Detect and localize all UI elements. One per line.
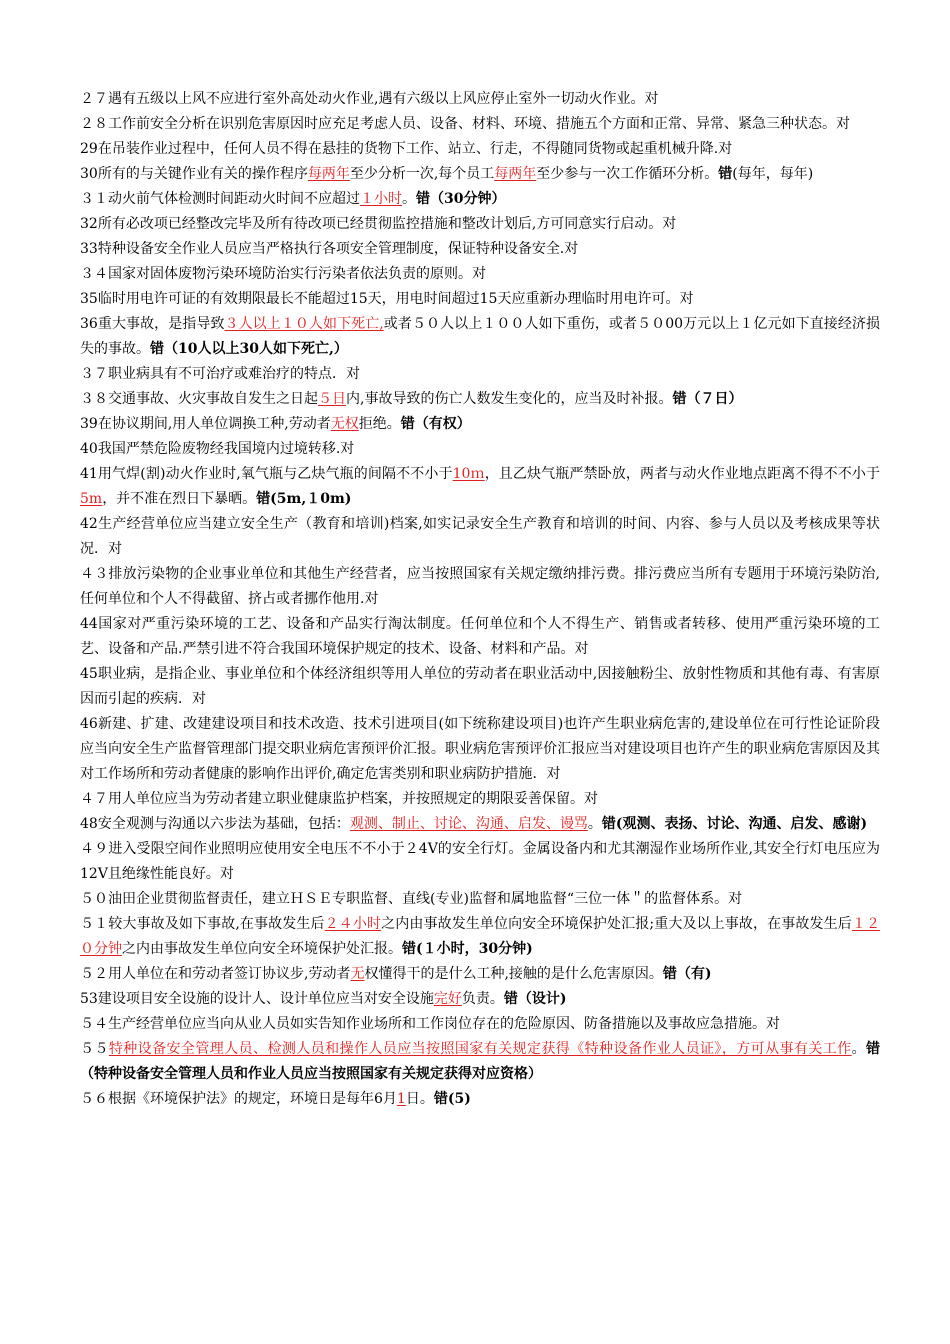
marked-error-text: 无权 — [330, 416, 359, 432]
question-text: ３４国家对固体废物污染环境防治实行污染者依法负责的原则。对 — [80, 266, 486, 282]
question-text: 内,事故导致的伤亡人数发生变化的，应当及时补报。 — [346, 391, 673, 407]
question-item — [80, 887, 880, 912]
question-text: ５１较大事故及如下事故,在事故发生后 — [80, 916, 325, 932]
question-item — [80, 412, 880, 437]
marked-error-text: ２４小时 — [324, 916, 382, 932]
question-list — [80, 87, 880, 1112]
question-text: ３８交通事故、火灾事故自发生之日起 — [80, 391, 318, 407]
marked-error-text: ３人以上１０人如下死亡, — [224, 316, 384, 332]
question-text: 53建设项目安全设施的设计人、设计单位应当对安全设施 — [80, 991, 434, 1007]
marked-error-text: 观测、制止、讨论、沟通、启发、谩骂 — [349, 816, 588, 832]
marked-error-text: 无 — [350, 966, 365, 982]
question-text: 46新建、扩建、改建建设项目和技术改造、技术引进项目(如下统称建设项目)也许产生职业病危害的,建设单位在可行性论证阶段应当向安全生产监督管理部门提交职业病危害预评价汇报。职业病危害预评价汇报应当对建设项目也许产生的职业病危害原因及其对工作场所和劳动者健康的影响作出评价,确定危害类别和职业病防护措施．对 — [80, 716, 880, 782]
marked-error-text: 每两年 — [307, 166, 350, 182]
answer-correction: 错（特种设备安全管理人员和作业人员应当按照国家有关规定获得对应资格） — [80, 1041, 881, 1082]
question-text: 44国家对严重污染环境的工艺、设备和产品实行淘汰制度。任何单位和个人不得生产、销售或者转移、使用严重污染环境的工艺、设备和产品.严禁引进不符合我国环境保护规定的技术、设备、材料和产品。对 — [80, 616, 880, 657]
question-item — [80, 562, 880, 612]
question-text: ４７用人单位应当为劳动者建立职业健康监护档案，并按照规定的期限妥善保留。对 — [80, 791, 598, 807]
question-item — [80, 987, 880, 1012]
answer-correction: 错(5m,１0m) — [256, 491, 352, 507]
question-text: 30所有的与关键作业有关的操作程序 — [80, 166, 308, 182]
question-text: ，并不准在烈日下暴晒。 — [102, 491, 257, 507]
marked-error-text: １小时 — [360, 191, 402, 207]
question-text: 拒绝。 — [358, 416, 401, 432]
question-item — [80, 187, 880, 212]
question-text: 42生产经营单位应当建立安全生产（教育和培训)档案,如实记录安全生产教育和培训的时间、内容、参与人员以及考核成果等状况．对 — [80, 516, 880, 557]
question-item — [80, 212, 880, 237]
question-text: 32所有必改项已经整改完毕及所有待改项已经贯彻监控措施和整改计划后,方可同意实行启动。对 — [80, 216, 677, 232]
question-item — [80, 1087, 880, 1112]
question-text: 。 — [587, 816, 602, 832]
answer-correction: 错（10人以上30人如下死亡,） — [150, 341, 348, 357]
question-item — [80, 162, 880, 187]
question-item — [80, 1037, 880, 1087]
question-item — [80, 312, 880, 362]
answer-correction: 错（30分钟） — [416, 191, 506, 207]
question-text: 之内由事故发生单位向安全环境保护处汇报;重大及以上事故，在事故发生后 — [381, 916, 852, 932]
question-item — [80, 237, 880, 262]
question-item — [80, 387, 880, 412]
question-text: ３１动火前气体检测时间距动火时间不应超过 — [80, 191, 360, 207]
question-text: 。 — [402, 191, 416, 207]
question-item — [80, 262, 880, 287]
marked-error-text: 完好 — [433, 991, 462, 1007]
question-text: 40我国严禁危险废物经我国境内过境转移.对 — [80, 441, 355, 457]
marked-error-text: 10ｍ — [452, 466, 485, 482]
question-item — [80, 462, 880, 512]
question-item — [80, 662, 880, 712]
question-item — [80, 512, 880, 562]
question-text: 35临时用电许可证的有效期限最长不能超过15天，用电时间超过15天应重新办理临时用电许可。对 — [80, 291, 694, 307]
question-text: 36重大事故，是指导致 — [80, 316, 225, 332]
marked-error-text: 特种设备安全管理人员、检测人员和操作人员应当按照国家有关规定获得《特种设备作业人员证》，方可从事有关工作 — [108, 1041, 852, 1057]
question-item — [80, 1012, 880, 1037]
marked-error-text: 5m — [80, 491, 103, 507]
question-text: 至少参与一次工作循环分析。 — [536, 166, 719, 182]
question-text: ４３排放污染物的企业事业单位和其他生产经营者，应当按照国家有关规定缴纳排污费。排污费应当所有专题用于环境污染防治,任何单位和个人不得截留、挤占或者挪作他用.对 — [80, 566, 880, 607]
question-item — [80, 137, 880, 162]
marked-error-text: 每两年 — [494, 166, 537, 182]
answer-correction: 错 — [718, 166, 733, 182]
question-text: ２８工作前安全分析在识别危害原因时应充足考虑人员、设备、材料、环境、措施五个方面和正常、异常、紧急三种状态。对 — [80, 116, 850, 132]
marked-error-text: 1 — [396, 1091, 406, 1107]
question-text: ５０油田企业贯彻监督责任，建立ＨＳＥ专职监督、直线(专业)监督和属地监督“三位一体＂的监督体系。对 — [80, 891, 743, 907]
question-text: ５６根据《环境保护法》的规定，环境日是每年6月 — [80, 1091, 397, 1107]
question-item — [80, 912, 880, 962]
answer-correction: 错（７日） — [672, 391, 743, 407]
question-text: 或者５０人以上１００人如下重伤，或者５０00万元以上１亿元如下直接经济损失的事故。 — [80, 316, 880, 357]
question-text: 41用气焊(割)动火作业时,氧气瓶与乙炔气瓶的间隔不不小于 — [80, 466, 453, 482]
question-item — [80, 437, 880, 462]
question-text: ５５ — [80, 1041, 109, 1057]
marked-error-text: ５日 — [318, 391, 346, 407]
question-item — [80, 787, 880, 812]
question-item — [80, 362, 880, 387]
question-text: 48安全观测与沟通以六步法为基础，包括： — [80, 816, 350, 832]
question-text: ２７遇有五级以上风不应进行室外高处动火作业,遇有六级以上风应停止室外一切动火作业。对 — [80, 91, 659, 107]
question-text: ５２用人单位在和劳动者签订协议步,劳动者 — [80, 966, 351, 982]
question-item — [80, 287, 880, 312]
question-text: 权懂得干的是什么工种,接触的是什么危害原因。 — [364, 966, 663, 982]
question-text: 45职业病，是指企业、事业单位和个体经济组织等用人单位的劳动者在职业活动中,因接触粉尘、放射性物质和其他有毒、有害原因而引起的疾病．对 — [80, 666, 880, 707]
answer-correction: 错(观测、表扬、讨论、沟通、启发、感谢) — [601, 816, 868, 832]
question-item — [80, 962, 880, 987]
question-text: (每年，每年) — [732, 166, 814, 182]
question-text: ，且乙炔气瓶严禁卧放，两者与动火作业地点距离不得不不小于 — [484, 466, 880, 482]
question-text: 29在吊装作业过程中，任何人员不得在悬挂的货物下工作、站立、行走，不得随同货物或起重机械升降.对 — [80, 141, 733, 157]
question-item — [80, 112, 880, 137]
question-text: 之内由事故发生单位向安全环境保护处汇报。 — [122, 941, 402, 957]
answer-correction: 错(１小时，30分钟) — [402, 941, 533, 957]
answer-correction: 错（有) — [662, 966, 712, 982]
question-text: ４９进入受限空间作业照明应使用安全电压不不小于２4V的安全行灯。金属设备内和尤其潮湿作业场所作业,其安全行灯电压应为12V且绝缘性能良好。对 — [80, 841, 880, 882]
question-text: 39在协议期间,用人单位调换工种,劳动者 — [80, 416, 331, 432]
question-item — [80, 837, 880, 887]
question-text: 负责。 — [461, 991, 504, 1007]
question-text: ３７职业病具有不可治疗或难治疗的特点．对 — [80, 366, 360, 382]
question-text: 33特种设备安全作业人员应当严格执行各项安全管理制度，保证特种设备安全.对 — [80, 241, 579, 257]
question-text: ５４生产经营单位应当向从业人员如实告知作业场所和工作岗位存在的危险原因、防备措施以及事故应急措施。对 — [80, 1016, 780, 1032]
question-item — [80, 712, 880, 787]
question-item — [80, 87, 880, 112]
marked-error-text: １２０分钟 — [80, 916, 881, 957]
question-text: 日。 — [405, 1091, 434, 1107]
question-text: 至少分析一次,每个员工 — [349, 166, 495, 182]
question-item — [80, 612, 880, 662]
answer-correction: 错（设计) — [503, 991, 567, 1007]
answer-correction: 错（有权） — [400, 416, 471, 432]
answer-correction: 错(5) — [433, 1091, 471, 1107]
question-text: 。 — [851, 1041, 867, 1057]
question-item — [80, 812, 880, 837]
